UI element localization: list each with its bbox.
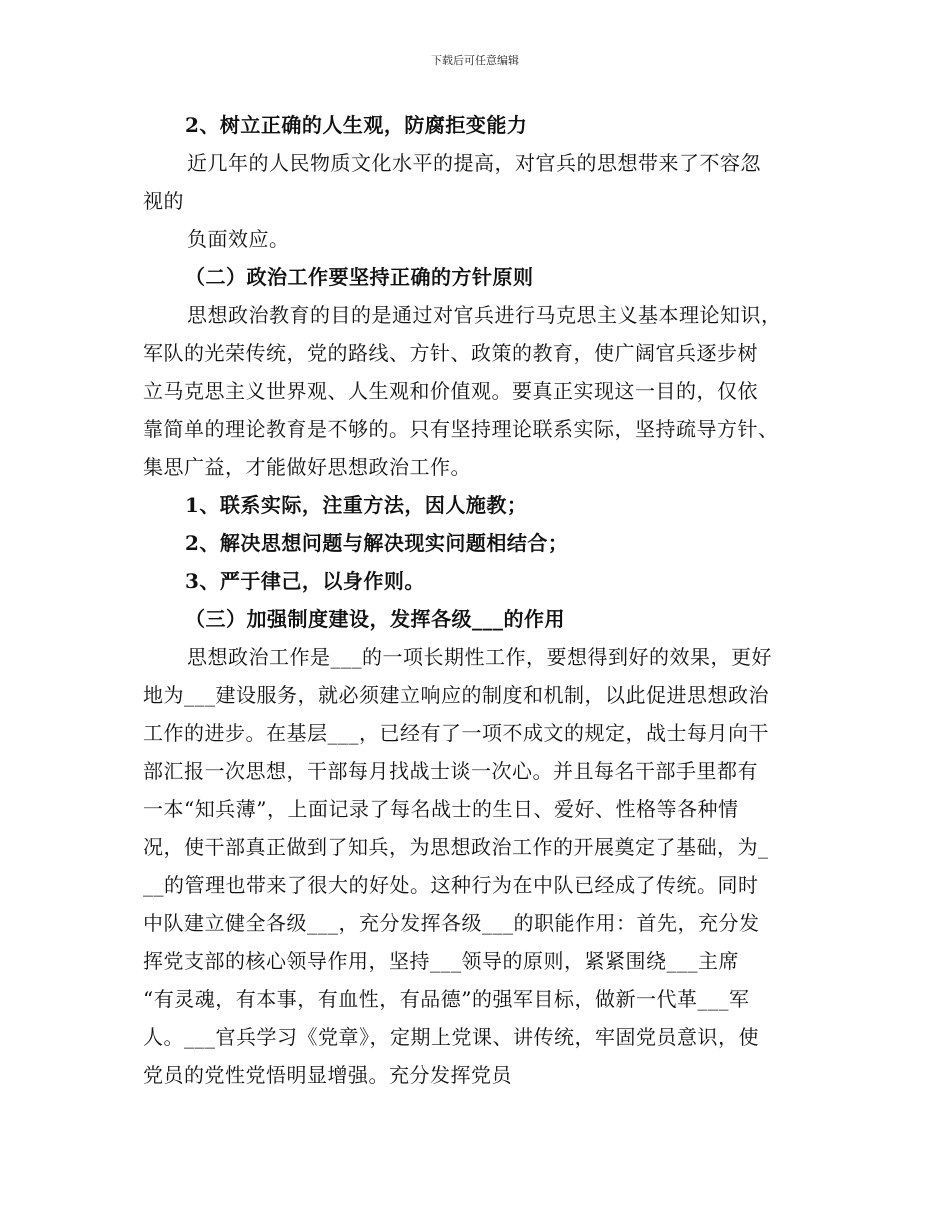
paragraph-line: 地为___建设服务，就必须建立响应的制度和机制，以此促进思想政治	[143, 683, 769, 707]
paragraph-line: 靠简单的理论教育是不够的。只有坚持理论联系实际，坚持疏导方针、	[143, 417, 779, 441]
list-item-2: 2、解决思想问题与解决现实问题相结合；	[185, 531, 569, 555]
paragraph-line: 思想政治工作是___的一项长期性工作，要想得到好的效果，更好	[187, 645, 772, 669]
paragraph-line: 集思广益，才能做好思想政治工作。	[143, 455, 471, 479]
paragraph-line: 党员的党性党悟明显增强。充分发挥党员	[143, 1063, 512, 1087]
paragraph-line: 挥党支部的核心领导作用，坚持___领导的原则，紧紧围绕___主席	[143, 949, 739, 973]
paragraph-line: 一本“知兵薄”，上面记录了每名战士的生日、爱好、性格等各种情	[143, 797, 739, 821]
paragraph-line: 中队建立健全各级___，充分发挥各级___的职能作用：首先，充分发	[143, 911, 760, 935]
paragraph-line: “有灵魂，有本事，有血性，有品德”的强军目标，做新一代革___军	[143, 987, 750, 1011]
section-heading-2: （二）政治工作要坚持正确的方针原则	[185, 265, 534, 289]
paragraph-line: 部汇报一次思想，干部每月找战士谈一次心。并且每名干部手里都有	[143, 759, 758, 783]
paragraph-line: 视的	[143, 189, 184, 213]
paragraph-line: 立马克思主义世界观、人生观和价值观。要真正实现这一目的，仅依	[143, 379, 758, 403]
paragraph-line: 思想政治教育的目的是通过对官兵进行马克思主义基本理论知识，	[187, 303, 782, 327]
list-item-1: 1、联系实际，注重方法，因人施教；	[185, 493, 528, 517]
subheading-2: 2、树立正确的人生观，防腐拒变能力	[185, 113, 528, 137]
paragraph-line: 军队的光荣传统，党的路线、方针、政策的教育，使广阔官兵逐步树	[143, 341, 758, 365]
paragraph-line: 工作的进步。在基层___，已经有了一项不成文的规定，战士每月向干	[143, 721, 769, 745]
paragraph-line: 近几年的人民物质文化水平的提高，对官兵的思想带来了不容忽	[187, 151, 761, 175]
paragraph-line: 况，使干部真正做到了知兵，为思想政治工作的开展奠定了基础，为_	[143, 835, 769, 859]
page-header: 下载后可任意编辑	[431, 54, 519, 67]
section-heading-3: （三）加强制度建设，发挥各级___的作用	[185, 607, 565, 631]
paragraph-line: __的管理也带来了很大的好处。这种行为在中队已经成了传统。同时	[143, 873, 759, 897]
paragraph-line: 负面效应。	[187, 227, 290, 251]
list-item-3: 3、严于律己，以身作则。	[185, 569, 425, 593]
paragraph-line: 人。___官兵学习《党章》，定期上党课、讲传统，牢固党员意识，使	[143, 1025, 759, 1049]
